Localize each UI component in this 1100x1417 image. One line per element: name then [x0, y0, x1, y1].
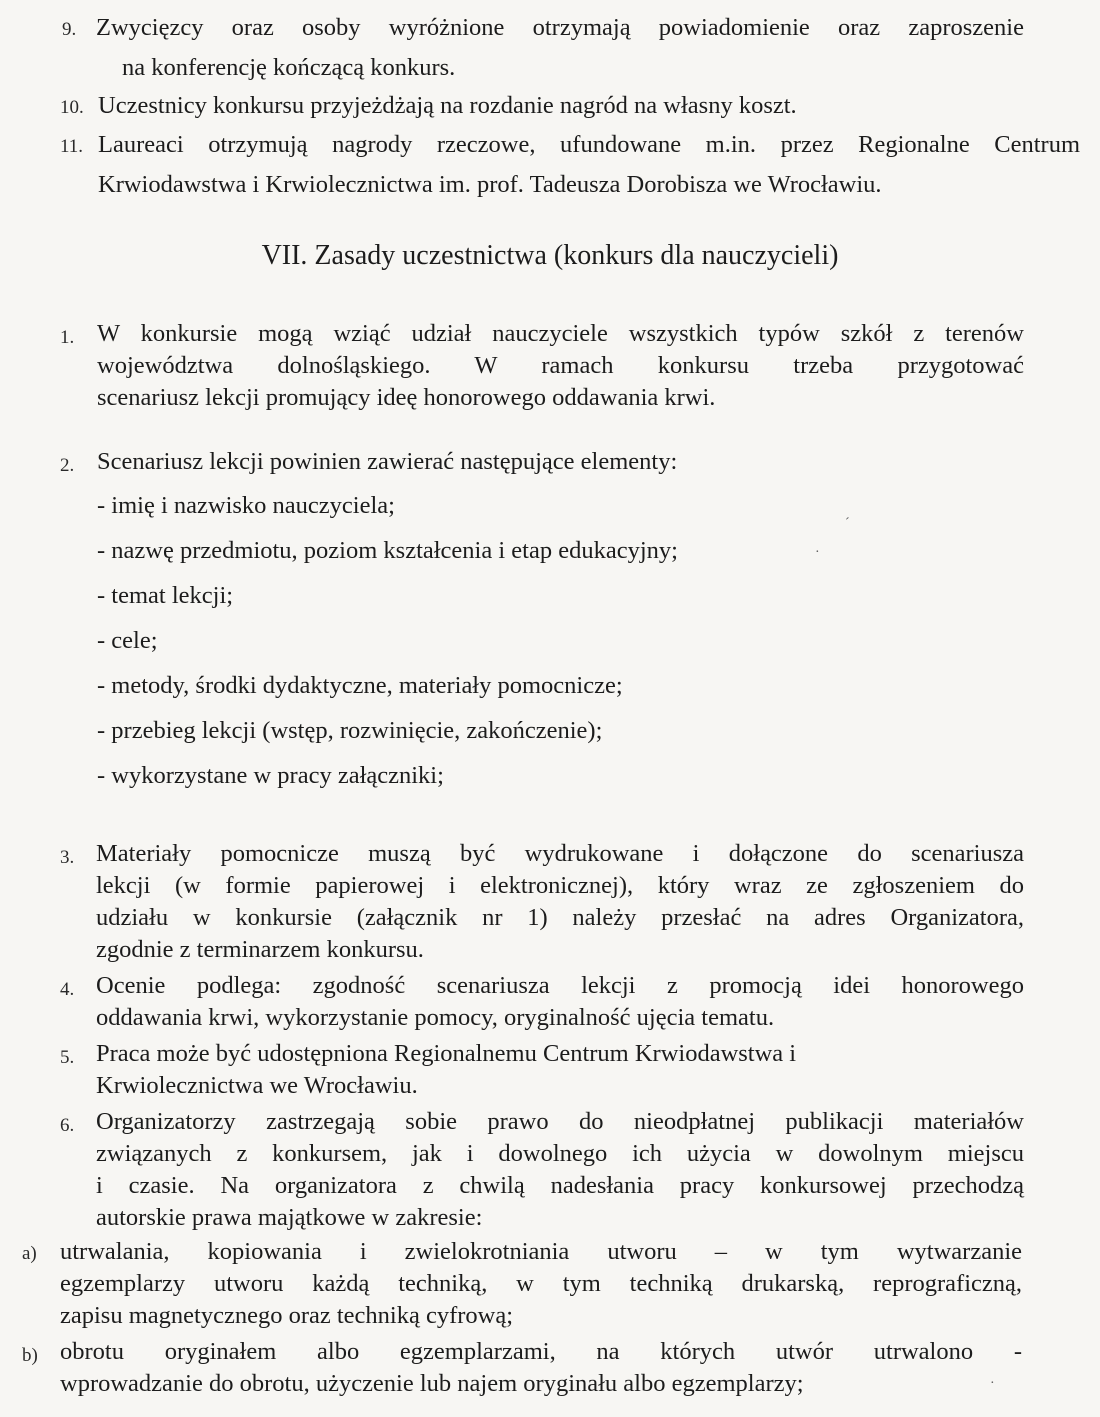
- scan-speck: ·: [815, 545, 820, 560]
- list-number: 9.: [62, 19, 77, 40]
- sub-item-letter: b): [22, 1345, 38, 1366]
- sub-item-line: utrwalania, kopiowania i zwielokrotniania utworu – w tym wytwarzanie: [60, 1238, 1022, 1265]
- scenario-element: - metody, środki dydaktyczne, materiały pomocnicze;: [97, 672, 623, 699]
- list-number: 5.: [60, 1047, 75, 1068]
- list-item-line: i czasie. Na organizatora z chwilą nadesłania pracy konkursowej przechodzą: [96, 1172, 1024, 1199]
- list-item-line: Ocenie podlega: zgodność scenariusza lekcji z promocją idei honorowego: [96, 972, 1024, 999]
- sub-item-line: zapisu magnetycznego oraz techniką cyfrową;: [60, 1302, 514, 1329]
- list-item-line: Krwiodawstwa i Krwiolecznictwa im. prof. Tadeusza Dorobisza we Wrocławiu.: [98, 171, 882, 198]
- list-item-line: Zwycięzcy oraz osoby wyróżnione otrzymają powiadomienie oraz zaproszenie: [96, 14, 1024, 41]
- scenario-element: - przebieg lekcji (wstęp, rozwinięcie, zakończenie);: [97, 717, 603, 744]
- list-item-line: Scenariusz lekcji powinien zawierać następujące elementy:: [97, 448, 678, 475]
- list-item-line: scenariusz lekcji promujący ideę honorowego oddawania krwi.: [97, 384, 716, 411]
- list-item-line: udziału w konkursie (załącznik nr 1) należy przesłać na adres Organizatora,: [96, 904, 1024, 931]
- list-item-line: autorskie prawa majątkowe w zakresie:: [96, 1204, 483, 1231]
- scan-speck: ·: [990, 1376, 995, 1391]
- list-item-line: Laureaci otrzymują nagrody rzeczowe, ufundowane m.in. przez Regionalne Centrum: [98, 131, 1080, 158]
- list-number: 1.: [60, 327, 75, 348]
- list-number: 3.: [60, 847, 75, 868]
- list-number: 4.: [60, 979, 75, 1000]
- section-heading: VII. Zasady uczestnictwa (konkurs dla nauczycieli): [261, 240, 839, 271]
- scenario-element: - temat lekcji;: [97, 582, 234, 609]
- list-item-line: Praca może być udostępniona Regionalnemu Centrum Krwiodawstwa i: [96, 1040, 797, 1067]
- list-item-line: Krwiolecznictwa we Wrocławiu.: [96, 1072, 418, 1099]
- list-item-line: Materiały pomocnicze muszą być wydrukowane i dołączone do scenariusza: [96, 840, 1024, 867]
- list-item-line: Uczestnicy konkursu przyjeżdżają na rozdanie nagród na własny koszt.: [98, 92, 797, 119]
- scan-speck: ´: [845, 516, 850, 531]
- sub-item-line: wprowadzanie do obrotu, użyczenie lub najem oryginału albo egzemplarzy;: [60, 1370, 804, 1397]
- sub-item-letter: a): [22, 1243, 37, 1264]
- scenario-element: - wykorzystane w pracy załączniki;: [97, 762, 444, 789]
- sub-item-line: obrotu oryginałem albo egzemplarzami, na których utwór utrwalono -: [60, 1338, 1022, 1365]
- list-item-line: lekcji (w formie papierowej i elektronicznej), który wraz ze zgłoszeniem do: [96, 872, 1024, 899]
- list-item-line: W konkursie mogą wziąć udział nauczyciele wszystkich typów szkół z terenów: [97, 320, 1024, 347]
- list-item-line: na konferencję kończącą konkurs.: [122, 54, 456, 81]
- list-item-line: zgodnie z terminarzem konkursu.: [96, 936, 424, 963]
- list-item-line: Organizatorzy zastrzegają sobie prawo do nieodpłatnej publikacji materiałów: [96, 1108, 1024, 1135]
- sub-item-line: egzemplarzy utworu każdą techniką, w tym techniką drukarską, reprograficzną,: [60, 1270, 1022, 1297]
- list-number: 2.: [60, 455, 75, 476]
- list-number: 6.: [60, 1115, 75, 1136]
- scenario-element: - nazwę przedmiotu, poziom kształcenia i etap edukacyjny;: [97, 537, 678, 564]
- scenario-element: - imię i nazwisko nauczyciela;: [97, 492, 395, 519]
- list-item-line: województwa dolnośląskiego. W ramach konkursu trzeba przygotować: [97, 352, 1024, 379]
- scenario-element: - cele;: [97, 627, 158, 654]
- list-number: 10.: [60, 97, 84, 118]
- list-item-line: związanych z konkursem, jak i dowolnego ich użycia w dowolnym miejscu: [96, 1140, 1024, 1167]
- list-number: 11.: [60, 136, 84, 157]
- list-item-line: oddawania krwi, wykorzystanie pomocy, oryginalność ujęcia tematu.: [96, 1004, 775, 1031]
